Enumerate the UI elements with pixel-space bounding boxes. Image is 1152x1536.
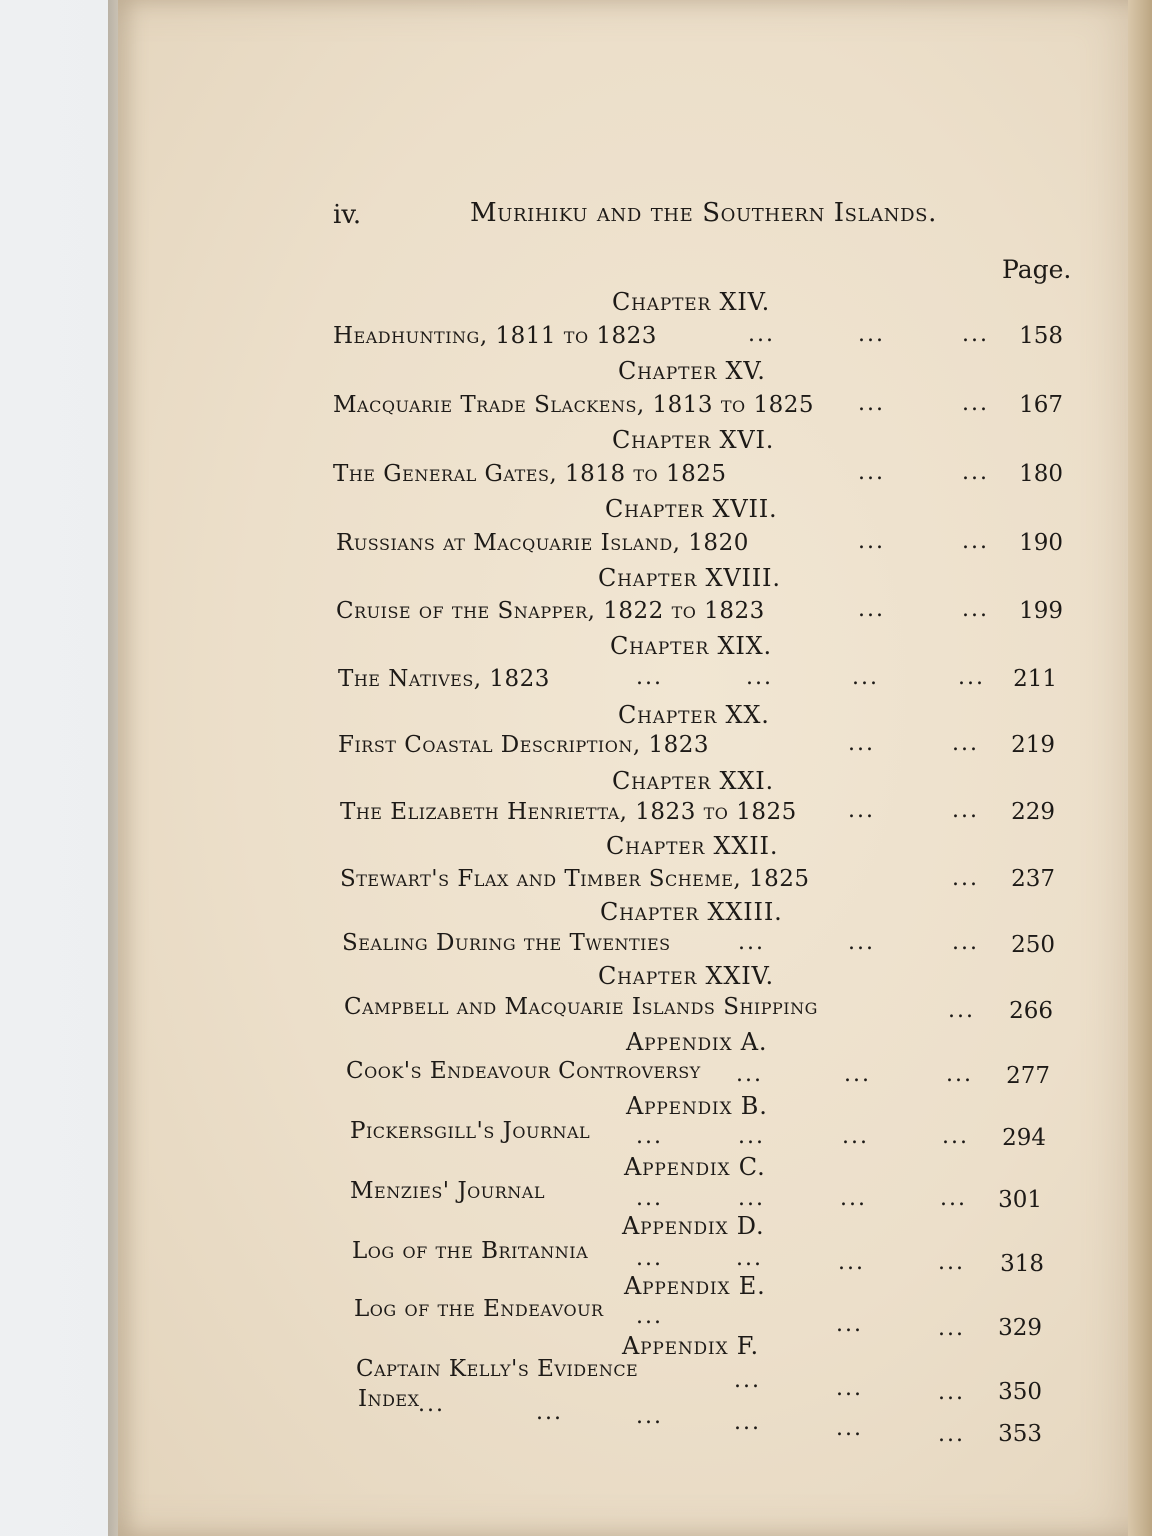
toc-leader: ... [858, 391, 885, 416]
toc-leader: ... [840, 1186, 867, 1211]
toc-entry-title: Campbell and Macquarie Islands Shipping [344, 994, 818, 1020]
toc-leader: ... [952, 798, 979, 823]
toc-entry-title: Cruise of the Snapper, 1822 to 1823 [336, 598, 765, 624]
toc-entry-page: 180 [1019, 461, 1063, 487]
toc-leader: ... [942, 1124, 969, 1149]
toc-leader: ... [958, 665, 985, 690]
toc-entry-title: The Elizabeth Henrietta, 1823 to 1825 [340, 799, 797, 825]
toc-entry-page: 301 [998, 1187, 1042, 1213]
toc-leader: ... [636, 1404, 663, 1429]
toc-leader: ... [636, 665, 663, 690]
toc-leader: ... [858, 322, 885, 347]
toc-leader: ... [848, 731, 875, 756]
toc-leader: ... [848, 930, 875, 955]
page-column-label: Page. [1002, 255, 1072, 284]
toc-leader: ... [938, 1422, 965, 1447]
page-folio: iv. [333, 200, 362, 230]
toc-entry-page: 250 [1011, 932, 1055, 958]
toc-heading: Chapter XXI. [612, 767, 774, 795]
toc-heading: Chapter XVIII. [598, 564, 781, 592]
toc-entry-page: 277 [1006, 1063, 1050, 1089]
toc-leader: ... [848, 798, 875, 823]
toc-heading: Appendix C. [624, 1153, 766, 1181]
toc-leader: ... [738, 1186, 765, 1211]
toc-entry-title: Cook's Endeavour Controversy [346, 1058, 701, 1084]
toc-heading: Appendix D. [622, 1212, 765, 1240]
toc-leader: ... [938, 1380, 965, 1405]
toc-heading: Chapter XVI. [612, 426, 775, 454]
toc-leader: ... [748, 322, 775, 347]
toc-leader: ... [838, 1250, 865, 1275]
running-title: Murihiku and the Southern Islands. [470, 198, 937, 228]
toc-leader: ... [858, 460, 885, 485]
toc-entry-title: Menzies' Journal [350, 1178, 545, 1204]
toc-leader: ... [952, 930, 979, 955]
toc-entry-page: 237 [1011, 866, 1055, 892]
toc-entry-title: Log of the Endeavour [354, 1296, 604, 1322]
toc-heading: Chapter XIX. [610, 632, 772, 660]
toc-leader: ... [952, 731, 979, 756]
facing-page-edge [1128, 0, 1152, 1536]
toc-leader: ... [418, 1392, 445, 1417]
toc-leader: ... [962, 529, 989, 554]
toc-entry-page: 350 [998, 1379, 1042, 1405]
toc-entry-title: Stewart's Flax and Timber Scheme, 1825 [340, 866, 810, 892]
toc-entry-title: First Coastal Description, 1823 [338, 732, 710, 758]
toc-entry-title: Sealing During the Twenties [342, 930, 671, 956]
toc-leader: ... [858, 529, 885, 554]
toc-entry-page: 211 [1013, 666, 1057, 692]
toc-leader: ... [948, 998, 975, 1023]
toc-heading: Chapter XX. [618, 701, 770, 729]
toc-heading: Appendix A. [626, 1028, 768, 1056]
toc-leader: ... [738, 930, 765, 955]
toc-leader: ... [946, 1062, 973, 1087]
toc-heading: Chapter XXII. [606, 832, 779, 860]
toc-leader: ... [636, 1304, 663, 1329]
toc-entry-title: Russians at Macquarie Island, 1820 [336, 530, 749, 556]
toc-entry-title: Captain Kelly's Evidence [356, 1356, 639, 1382]
toc-heading: Chapter XV. [618, 357, 766, 385]
toc-entry-title: Headhunting, 1811 to 1823 [333, 323, 657, 349]
toc-leader: ... [736, 1246, 763, 1271]
toc-leader: ... [962, 322, 989, 347]
toc-leader: ... [836, 1376, 863, 1401]
toc-leader: ... [738, 1124, 765, 1149]
toc-leader: ... [636, 1186, 663, 1211]
toc-entry-page: 158 [1019, 323, 1063, 349]
toc-leader: ... [636, 1124, 663, 1149]
toc-leader: ... [734, 1368, 761, 1393]
toc-leader: ... [940, 1186, 967, 1211]
toc-entry-page: 318 [1000, 1251, 1044, 1277]
toc-leader: ... [962, 597, 989, 622]
toc-leader: ... [952, 866, 979, 891]
toc-entry-page: 353 [998, 1421, 1042, 1447]
toc-leader: ... [746, 665, 773, 690]
toc-entry-page: 294 [1002, 1125, 1046, 1151]
toc-leader: ... [836, 1416, 863, 1441]
toc-heading: Chapter XXIV. [598, 962, 774, 990]
toc-entry-title: The Natives, 1823 [338, 666, 550, 692]
toc-leader: ... [734, 1410, 761, 1435]
toc-leader: ... [836, 1312, 863, 1337]
toc-entry-page: 199 [1019, 598, 1063, 624]
toc-entry-title: Macquarie Trade Slackens, 1813 to 1825 [333, 392, 815, 418]
toc-entry-page: 219 [1011, 732, 1055, 758]
toc-heading: Appendix F. [622, 1332, 759, 1360]
toc-leader: ... [536, 1400, 563, 1425]
toc-entry-title: The General Gates, 1818 to 1825 [333, 461, 727, 487]
toc-leader: ... [736, 1062, 763, 1087]
toc-leader: ... [842, 1124, 869, 1149]
toc-heading: Chapter XVII. [605, 495, 778, 523]
toc-entry-page: 329 [998, 1315, 1042, 1341]
toc-heading: Appendix B. [626, 1092, 768, 1120]
toc-leader: ... [852, 665, 879, 690]
toc-leader: ... [636, 1246, 663, 1271]
toc-heading: Chapter XXIII. [600, 898, 783, 926]
toc-leader: ... [962, 460, 989, 485]
toc-entry-page: 266 [1009, 998, 1053, 1024]
toc-entry-title: Index [358, 1386, 420, 1412]
toc-entry-page: 167 [1019, 392, 1063, 418]
toc-entry-title: Pickersgill's Journal [350, 1118, 591, 1144]
toc-leader: ... [962, 391, 989, 416]
toc-entry-title: Log of the Britannia [352, 1238, 589, 1264]
toc-heading: Chapter XIV. [612, 288, 771, 316]
toc-leader: ... [938, 1250, 965, 1275]
toc-entry-page: 190 [1019, 530, 1063, 556]
toc-leader: ... [858, 597, 885, 622]
toc-leader: ... [844, 1062, 871, 1087]
toc-heading: Appendix E. [624, 1272, 766, 1300]
toc-leader: ... [938, 1316, 965, 1341]
toc-entry-page: 229 [1011, 799, 1055, 825]
